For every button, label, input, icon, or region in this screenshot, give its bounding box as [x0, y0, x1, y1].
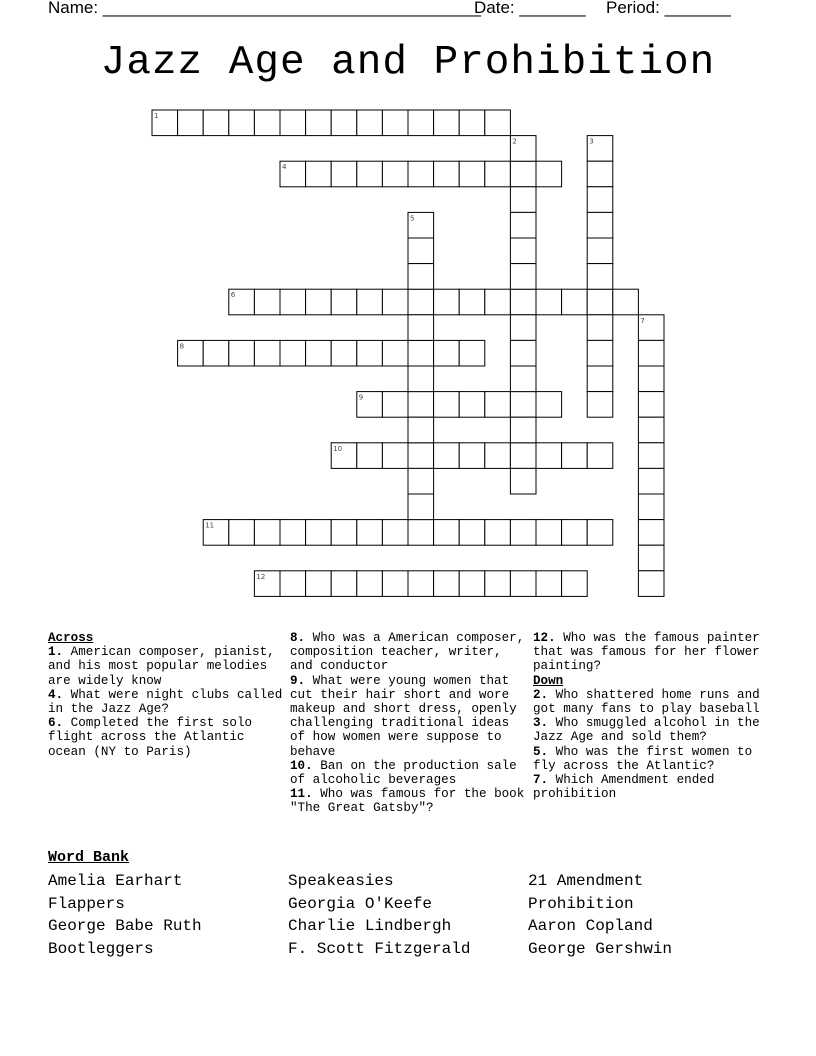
grid-cell[interactable] [459, 443, 485, 469]
grid-clue-number: 6 [230, 291, 236, 300]
clue-number: 1. [48, 645, 64, 660]
grid-cell[interactable] [280, 110, 306, 136]
down-heading: Down [533, 673, 564, 688]
grid-cell[interactable] [408, 289, 434, 315]
grid-cell[interactable] [408, 571, 434, 597]
grid-cell[interactable] [357, 520, 383, 546]
grid-cell[interactable] [254, 340, 280, 366]
grid-cell[interactable] [357, 443, 383, 469]
grid-cell[interactable] [587, 392, 613, 418]
word-bank-entry: Aaron Copland [528, 917, 653, 936]
grid-cell[interactable] [382, 520, 408, 546]
grid-clue-number: 9 [358, 393, 364, 402]
grid-cell[interactable] [280, 289, 306, 315]
grid-cell[interactable] [536, 289, 562, 315]
grid-clue-number: 3 [589, 137, 594, 146]
grid-cell[interactable] [485, 161, 511, 187]
word-bank-column-3 [528, 870, 672, 960]
clue-number: 2. [533, 687, 549, 702]
grid-cell[interactable] [587, 238, 613, 264]
grid-cell[interactable] [587, 264, 613, 290]
clue-text: Which Amendment ended prohibition [533, 773, 715, 802]
clue-number: 8. [290, 631, 306, 645]
grid-cell[interactable] [357, 340, 383, 366]
grid-cell[interactable] [536, 571, 562, 597]
grid-cell[interactable] [587, 340, 613, 366]
word-bank-entry: Charlie Lindbergh [288, 917, 452, 936]
grid-cell[interactable] [382, 392, 408, 418]
grid-clue-number: 10 [333, 444, 343, 453]
grid-clue-number: 1 [154, 112, 159, 120]
grid-cell[interactable] [587, 315, 613, 341]
clue-item [48, 716, 284, 759]
grid-cell[interactable] [382, 289, 408, 315]
clue-text: Who was the first women to fly across the Atlantic? [533, 744, 753, 773]
grid-cell[interactable] [306, 161, 332, 187]
grid-cell[interactable] [562, 289, 588, 315]
grid-cell[interactable] [536, 520, 562, 546]
grid-cell[interactable] [510, 161, 536, 187]
grid-cell[interactable] [306, 571, 332, 597]
word-bank-entry: Flappers [48, 894, 125, 913]
grid-cell[interactable] [485, 289, 511, 315]
clue-item [290, 759, 526, 787]
word-bank-entry: Bootleggers [48, 939, 154, 958]
word-bank-entry: 21 Amendment [528, 872, 644, 890]
clue-number: 7. [533, 773, 549, 788]
grid-cell[interactable] [510, 392, 536, 418]
word-bank-entry: Amelia Earhart [48, 872, 183, 890]
grid-cell[interactable] [382, 161, 408, 187]
grid-cell[interactable] [510, 315, 536, 341]
grid-cell[interactable] [638, 366, 664, 392]
grid-cell[interactable] [459, 340, 485, 366]
grid-cell[interactable] [510, 187, 536, 213]
grid-cell[interactable] [562, 571, 588, 597]
clue-item [290, 674, 526, 759]
grid-clue-number: 12 [256, 572, 266, 581]
clue-text: Completed the first solo flight across the Atlantic ocean (NY to Paris) [48, 716, 253, 759]
grid-cell[interactable] [357, 571, 383, 597]
clue-text: Who was famous for the book "The Great Gatsby"? [290, 787, 525, 816]
clue-text: American composer, pianist, and his most popular melodies are widely know [48, 645, 275, 688]
word-bank-entry: George Gershwin [528, 939, 673, 958]
grid-cell[interactable] [408, 417, 434, 443]
across-heading: Across [48, 631, 94, 645]
word-bank-entry: Georgia O'Keefe [288, 894, 433, 913]
clue-text: Who was a American composer, composition teacher, writer, and conductor [290, 631, 525, 674]
grid-cell[interactable] [485, 110, 511, 136]
grid-cell[interactable] [587, 520, 613, 546]
grid-cell[interactable] [408, 494, 434, 520]
grid-clue-number: 8 [179, 342, 185, 351]
clues-column-2 [290, 631, 526, 816]
grid-cell[interactable] [357, 110, 383, 136]
grid-cell[interactable] [587, 187, 613, 213]
grid-cell[interactable] [587, 443, 613, 469]
grid-clue-number: 2 [512, 137, 517, 146]
grid-cell[interactable] [408, 443, 434, 469]
grid-cell[interactable] [562, 520, 588, 546]
grid-cell[interactable] [306, 289, 332, 315]
grid-cell[interactable] [306, 520, 332, 546]
grid-cell[interactable] [254, 289, 280, 315]
grid-cell[interactable] [638, 494, 664, 520]
grid-cell[interactable] [178, 110, 204, 136]
grid-cell[interactable] [510, 468, 536, 494]
word-bank-column-2 [288, 870, 470, 960]
grid-cell[interactable] [459, 161, 485, 187]
grid-cell[interactable] [331, 520, 357, 546]
grid-cell[interactable] [562, 443, 588, 469]
grid-cell[interactable] [587, 161, 613, 187]
clue-text: What were young women that cut their hair short and wore makeup and short dress, openly challenging traditional ideas of how women were suppose to behave [290, 673, 517, 759]
clue-item [48, 688, 284, 716]
clue-number: 10. [290, 758, 313, 773]
grid-cell[interactable] [638, 443, 664, 469]
grid-cell[interactable] [331, 571, 357, 597]
grid-cell[interactable] [382, 443, 408, 469]
grid-cell[interactable] [306, 340, 332, 366]
grid-cell[interactable] [280, 340, 306, 366]
grid-cell[interactable] [510, 212, 536, 238]
clue-item [290, 631, 526, 674]
clue-item [533, 716, 769, 744]
grid-cell[interactable] [331, 161, 357, 187]
grid-cell[interactable] [510, 238, 536, 264]
grid-cell[interactable] [203, 340, 229, 366]
clue-number: 5. [533, 744, 549, 759]
grid-cell[interactable] [459, 571, 485, 597]
grid-cell[interactable] [382, 340, 408, 366]
grid-cell[interactable] [434, 571, 460, 597]
clue-number: 6. [48, 716, 64, 731]
grid-cell[interactable] [638, 520, 664, 546]
clue-text: What were night clubs called in the Jazz Age? [48, 687, 283, 717]
grid-cell[interactable] [638, 571, 664, 597]
grid-cell[interactable] [485, 571, 511, 597]
clue-text: Ban on the production sale of alcoholic beverages [290, 758, 517, 788]
clue-item [290, 787, 526, 815]
grid-cell[interactable] [485, 392, 511, 418]
grid-cell[interactable] [459, 110, 485, 136]
grid-cell[interactable] [536, 392, 562, 418]
clue-number: 3. [533, 716, 549, 731]
grid-cell[interactable] [229, 340, 255, 366]
grid-cell[interactable] [229, 110, 255, 136]
word-bank-entry: George Babe Ruth [48, 917, 202, 936]
clues-column-3 [533, 631, 769, 801]
grid-cell[interactable] [485, 443, 511, 469]
grid-cell[interactable] [408, 161, 434, 187]
clue-number: 12. [533, 631, 556, 645]
clue-item [533, 745, 769, 773]
grid-cell[interactable] [434, 340, 460, 366]
clue-text: Who smuggled alcohol in the Jazz Age and sold them? [533, 716, 760, 745]
grid-cell[interactable] [408, 110, 434, 136]
grid-cell[interactable] [229, 520, 255, 546]
grid-cell[interactable] [331, 289, 357, 315]
grid-cell[interactable] [510, 417, 536, 443]
grid-cell[interactable] [459, 289, 485, 315]
grid-clue-number: 5 [410, 214, 415, 223]
grid-cell[interactable] [434, 110, 460, 136]
clue-number: 11. [290, 787, 313, 802]
grid-cell[interactable] [536, 161, 562, 187]
grid-cell[interactable] [408, 520, 434, 546]
grid-clue-number: 7 [640, 316, 645, 325]
grid-cell[interactable] [434, 392, 460, 418]
grid-cell[interactable] [587, 212, 613, 238]
clue-text: Who was the famous painter that was famous for her flower painting? [533, 631, 760, 674]
clue-number: 9. [290, 673, 306, 688]
grid-cell[interactable] [203, 110, 229, 136]
grid-cell[interactable] [306, 110, 332, 136]
grid-cell[interactable] [280, 520, 306, 546]
grid-cell[interactable] [459, 392, 485, 418]
grid-cell[interactable] [254, 110, 280, 136]
grid-cell[interactable] [510, 571, 536, 597]
word-bank-entry: Prohibition [528, 894, 634, 913]
period-field-label: Period: _______ [606, 0, 731, 17]
grid-cell[interactable] [434, 289, 460, 315]
grid-cell[interactable] [331, 110, 357, 136]
grid-cell[interactable] [357, 161, 383, 187]
grid-cell[interactable] [510, 366, 536, 392]
grid-cell[interactable] [408, 340, 434, 366]
grid-cell[interactable] [510, 520, 536, 546]
grid-cell[interactable] [357, 289, 383, 315]
grid-cell[interactable] [331, 340, 357, 366]
word-bank-entry: F. Scott Fitzgerald [288, 939, 471, 958]
grid-cell[interactable] [510, 340, 536, 366]
date-field-label: Date: _______ [474, 0, 586, 17]
clues-column-1 [48, 631, 284, 759]
grid-cell[interactable] [510, 289, 536, 315]
grid-cell[interactable] [408, 238, 434, 264]
grid-cell[interactable] [434, 161, 460, 187]
name-field-label: Name: ________________________________________ [48, 0, 481, 17]
clue-item [48, 645, 284, 688]
grid-cell[interactable] [434, 520, 460, 546]
grid-cell[interactable] [408, 392, 434, 418]
grid-cell[interactable] [382, 110, 408, 136]
grid-cell[interactable] [510, 443, 536, 469]
clue-item [533, 688, 769, 716]
grid-cell[interactable] [638, 417, 664, 443]
grid-cell[interactable] [408, 264, 434, 290]
grid-cell[interactable] [434, 443, 460, 469]
grid-cell[interactable] [459, 520, 485, 546]
grid-cell[interactable] [638, 340, 664, 366]
clue-item [533, 631, 769, 674]
grid-cell[interactable] [408, 468, 434, 494]
page-title: Jazz Age and Prohibition [100, 40, 716, 86]
word-bank-entry: Speakeasies [288, 872, 394, 890]
grid-cell[interactable] [638, 545, 664, 571]
grid-cell[interactable] [613, 289, 639, 315]
grid-cell[interactable] [638, 392, 664, 418]
grid-cell[interactable] [510, 264, 536, 290]
grid-cell[interactable] [280, 571, 306, 597]
grid-cell[interactable] [536, 443, 562, 469]
grid-cell[interactable] [408, 315, 434, 341]
grid-cell[interactable] [382, 571, 408, 597]
clue-number: 4. [48, 687, 64, 702]
grid-clue-number: 4 [282, 163, 287, 172]
grid-cell[interactable] [485, 520, 511, 546]
grid-clue-number: 11 [205, 521, 215, 530]
word-bank-heading: Word Bank [48, 849, 130, 866]
grid-cell[interactable] [408, 366, 434, 392]
clue-item [533, 773, 769, 801]
grid-cell[interactable] [587, 366, 613, 392]
clue-text: Who shattered home runs and got many fans to play baseball [533, 687, 760, 717]
grid-cell[interactable] [638, 468, 664, 494]
word-bank-column-1 [48, 870, 202, 960]
grid-cell[interactable] [254, 520, 280, 546]
grid-cell[interactable] [587, 289, 613, 315]
